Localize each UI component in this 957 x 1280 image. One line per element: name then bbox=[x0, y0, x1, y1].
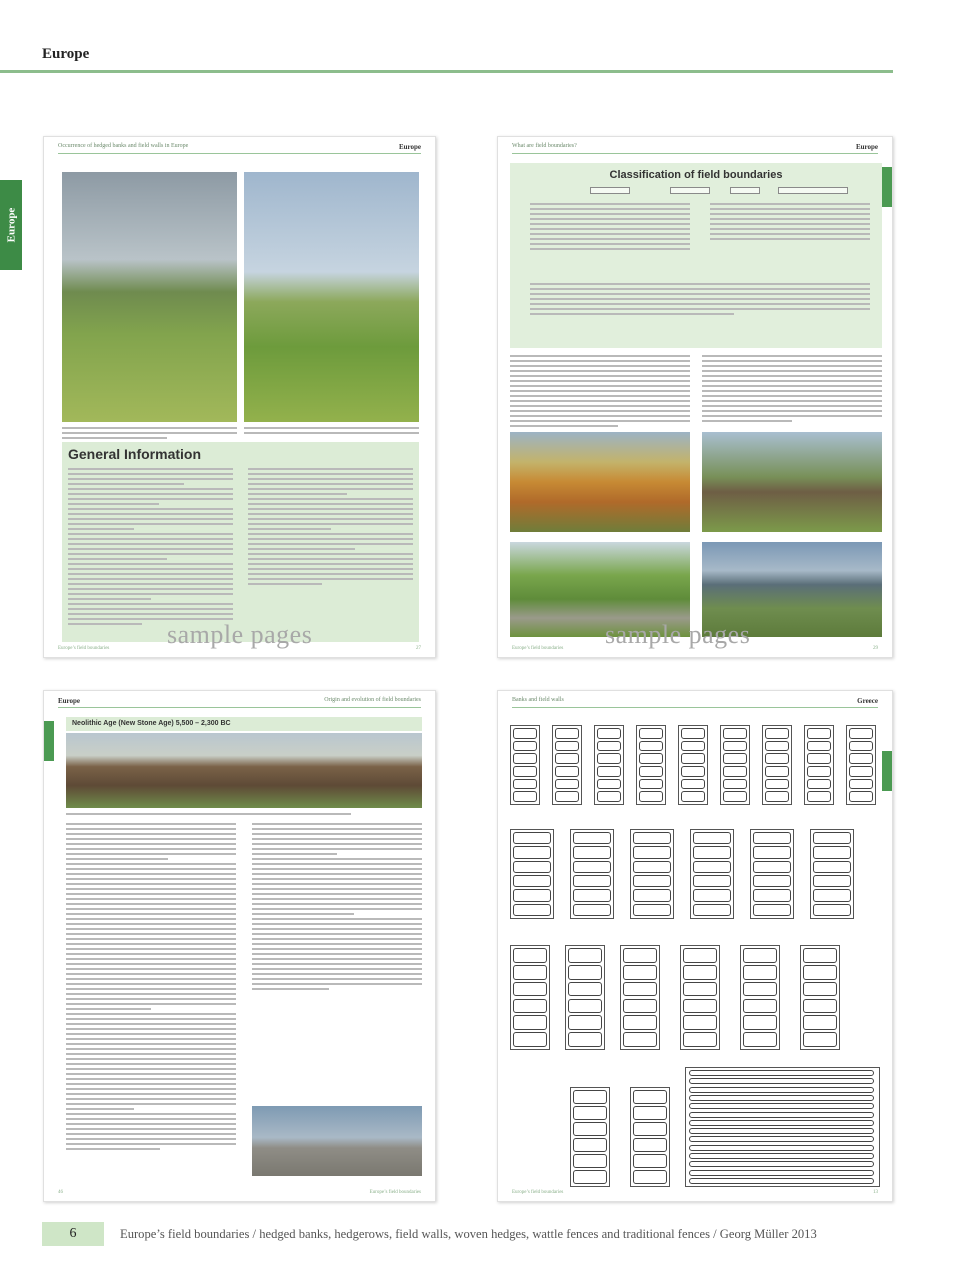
diagram-text bbox=[710, 203, 870, 243]
diagram-text bbox=[530, 283, 870, 318]
wall-cross-section bbox=[762, 725, 792, 805]
classification-title: Classification of field boundaries bbox=[609, 169, 783, 181]
sample-page-1 bbox=[43, 136, 436, 658]
wall-cross-section bbox=[800, 945, 840, 1050]
caption-lines bbox=[244, 427, 419, 437]
general-information-box bbox=[62, 442, 419, 642]
wall-cross-section bbox=[846, 725, 876, 805]
thumb-header-rule bbox=[512, 153, 878, 154]
thumb-header-rule bbox=[58, 153, 421, 154]
wall-cross-section bbox=[510, 829, 554, 919]
photo-autumn-hedge bbox=[510, 432, 690, 532]
body-text bbox=[66, 823, 236, 1153]
page-header-title: Europe bbox=[42, 46, 90, 62]
thumb-footer: Europe’s field boundaries 13 bbox=[512, 1190, 878, 1195]
thumb-header-right: Europe bbox=[398, 143, 421, 151]
wall-cross-section bbox=[680, 945, 720, 1050]
photo-neolithic-palisade bbox=[66, 733, 422, 808]
wall-cross-section bbox=[510, 725, 540, 805]
wall-cross-section bbox=[720, 725, 750, 805]
wall-cross-section bbox=[630, 829, 674, 919]
photo-wooden-fence bbox=[702, 432, 882, 532]
body-text bbox=[252, 823, 422, 993]
diagram-node bbox=[590, 187, 630, 194]
thumb-page-number: 29 bbox=[873, 646, 878, 651]
thumb-footer: 46 Europe’s field boundaries bbox=[58, 1190, 421, 1195]
caption-lines bbox=[66, 813, 422, 818]
thumb-footer: Europe’s field boundaries 29 bbox=[512, 646, 878, 651]
info-text-left bbox=[68, 468, 233, 628]
thumb-header bbox=[512, 697, 878, 707]
wall-cross-section-large bbox=[685, 1067, 880, 1187]
wall-cross-section bbox=[750, 829, 794, 919]
body-text bbox=[702, 355, 882, 425]
thumb-header-right: Greece bbox=[857, 697, 878, 705]
photo-stone-wall bbox=[62, 172, 237, 422]
footer-caption: Europe’s field boundaries / hedged banks, hedgerows, field walls, woven hedges, wattle fences and traditional fences / Georg Müller 2013 bbox=[120, 1227, 817, 1241]
wall-cross-section bbox=[594, 725, 624, 805]
wall-cross-section bbox=[620, 945, 660, 1050]
photo-hedged-bank bbox=[244, 172, 419, 422]
wall-cross-section bbox=[510, 945, 550, 1050]
photo-dolmen bbox=[252, 1106, 422, 1176]
thumb-header-left: Banks and field walls bbox=[512, 697, 564, 703]
thumb-header-rule bbox=[58, 707, 421, 708]
thumb-page-number: 13 bbox=[873, 1190, 878, 1195]
diagram-node bbox=[730, 187, 760, 194]
wall-cross-section bbox=[810, 829, 854, 919]
wall-cross-section bbox=[552, 725, 582, 805]
thumb-page-number: 46 bbox=[58, 1190, 63, 1195]
thumb-header-left: Europe bbox=[58, 697, 81, 705]
side-tab-label: Europe bbox=[5, 207, 18, 243]
thumb-header-left: What are field boundaries? bbox=[512, 143, 577, 149]
general-information-title: General Information bbox=[68, 446, 202, 462]
thumb-page-number: 27 bbox=[416, 646, 421, 651]
wall-cross-section bbox=[570, 829, 614, 919]
wall-cross-section bbox=[678, 725, 708, 805]
thumb-header bbox=[58, 143, 421, 153]
thumb-side-tab bbox=[882, 167, 892, 207]
thumb-footer: Europe’s field boundaries 27 bbox=[58, 646, 421, 651]
wall-cross-section bbox=[804, 725, 834, 805]
diagram-text bbox=[530, 203, 690, 253]
sample-page-2 bbox=[497, 136, 893, 658]
thumb-header-rule bbox=[512, 707, 878, 708]
thumb-header-right: Europe bbox=[855, 143, 878, 151]
thumb-header bbox=[58, 697, 421, 707]
diagram-node bbox=[778, 187, 848, 194]
thumb-header-left: Occurrence of hedged banks and field walls in Europe bbox=[58, 143, 189, 149]
wall-cross-section bbox=[740, 945, 780, 1050]
sample-pages-label: sample pages bbox=[605, 620, 751, 649]
wall-cross-section bbox=[630, 1087, 670, 1187]
thumb-side-tab bbox=[882, 751, 892, 791]
wall-cross-section bbox=[570, 1087, 610, 1187]
section-side-tab bbox=[0, 180, 22, 270]
page-number-badge: 6 bbox=[42, 1222, 104, 1246]
neolithic-title: Neolithic Age (New Stone Age) 5,500 – 2,300 BC bbox=[66, 717, 422, 731]
classification-diagram bbox=[510, 163, 882, 348]
caption-lines bbox=[62, 427, 237, 442]
diagram-node bbox=[670, 187, 710, 194]
header-rule bbox=[0, 70, 893, 73]
sample-pages-label: sample pages bbox=[167, 620, 313, 649]
thumb-header bbox=[512, 143, 878, 153]
thumb-header-right: Origin and evolution of field boundaries bbox=[324, 697, 421, 703]
wall-cross-section bbox=[565, 945, 605, 1050]
thumb-side-tab bbox=[44, 721, 54, 761]
sample-page-4 bbox=[497, 690, 893, 1202]
wall-cross-section bbox=[636, 725, 666, 805]
body-text bbox=[510, 355, 690, 430]
sample-page-3 bbox=[43, 690, 436, 1202]
wall-cross-section bbox=[690, 829, 734, 919]
info-text-right bbox=[248, 468, 413, 588]
